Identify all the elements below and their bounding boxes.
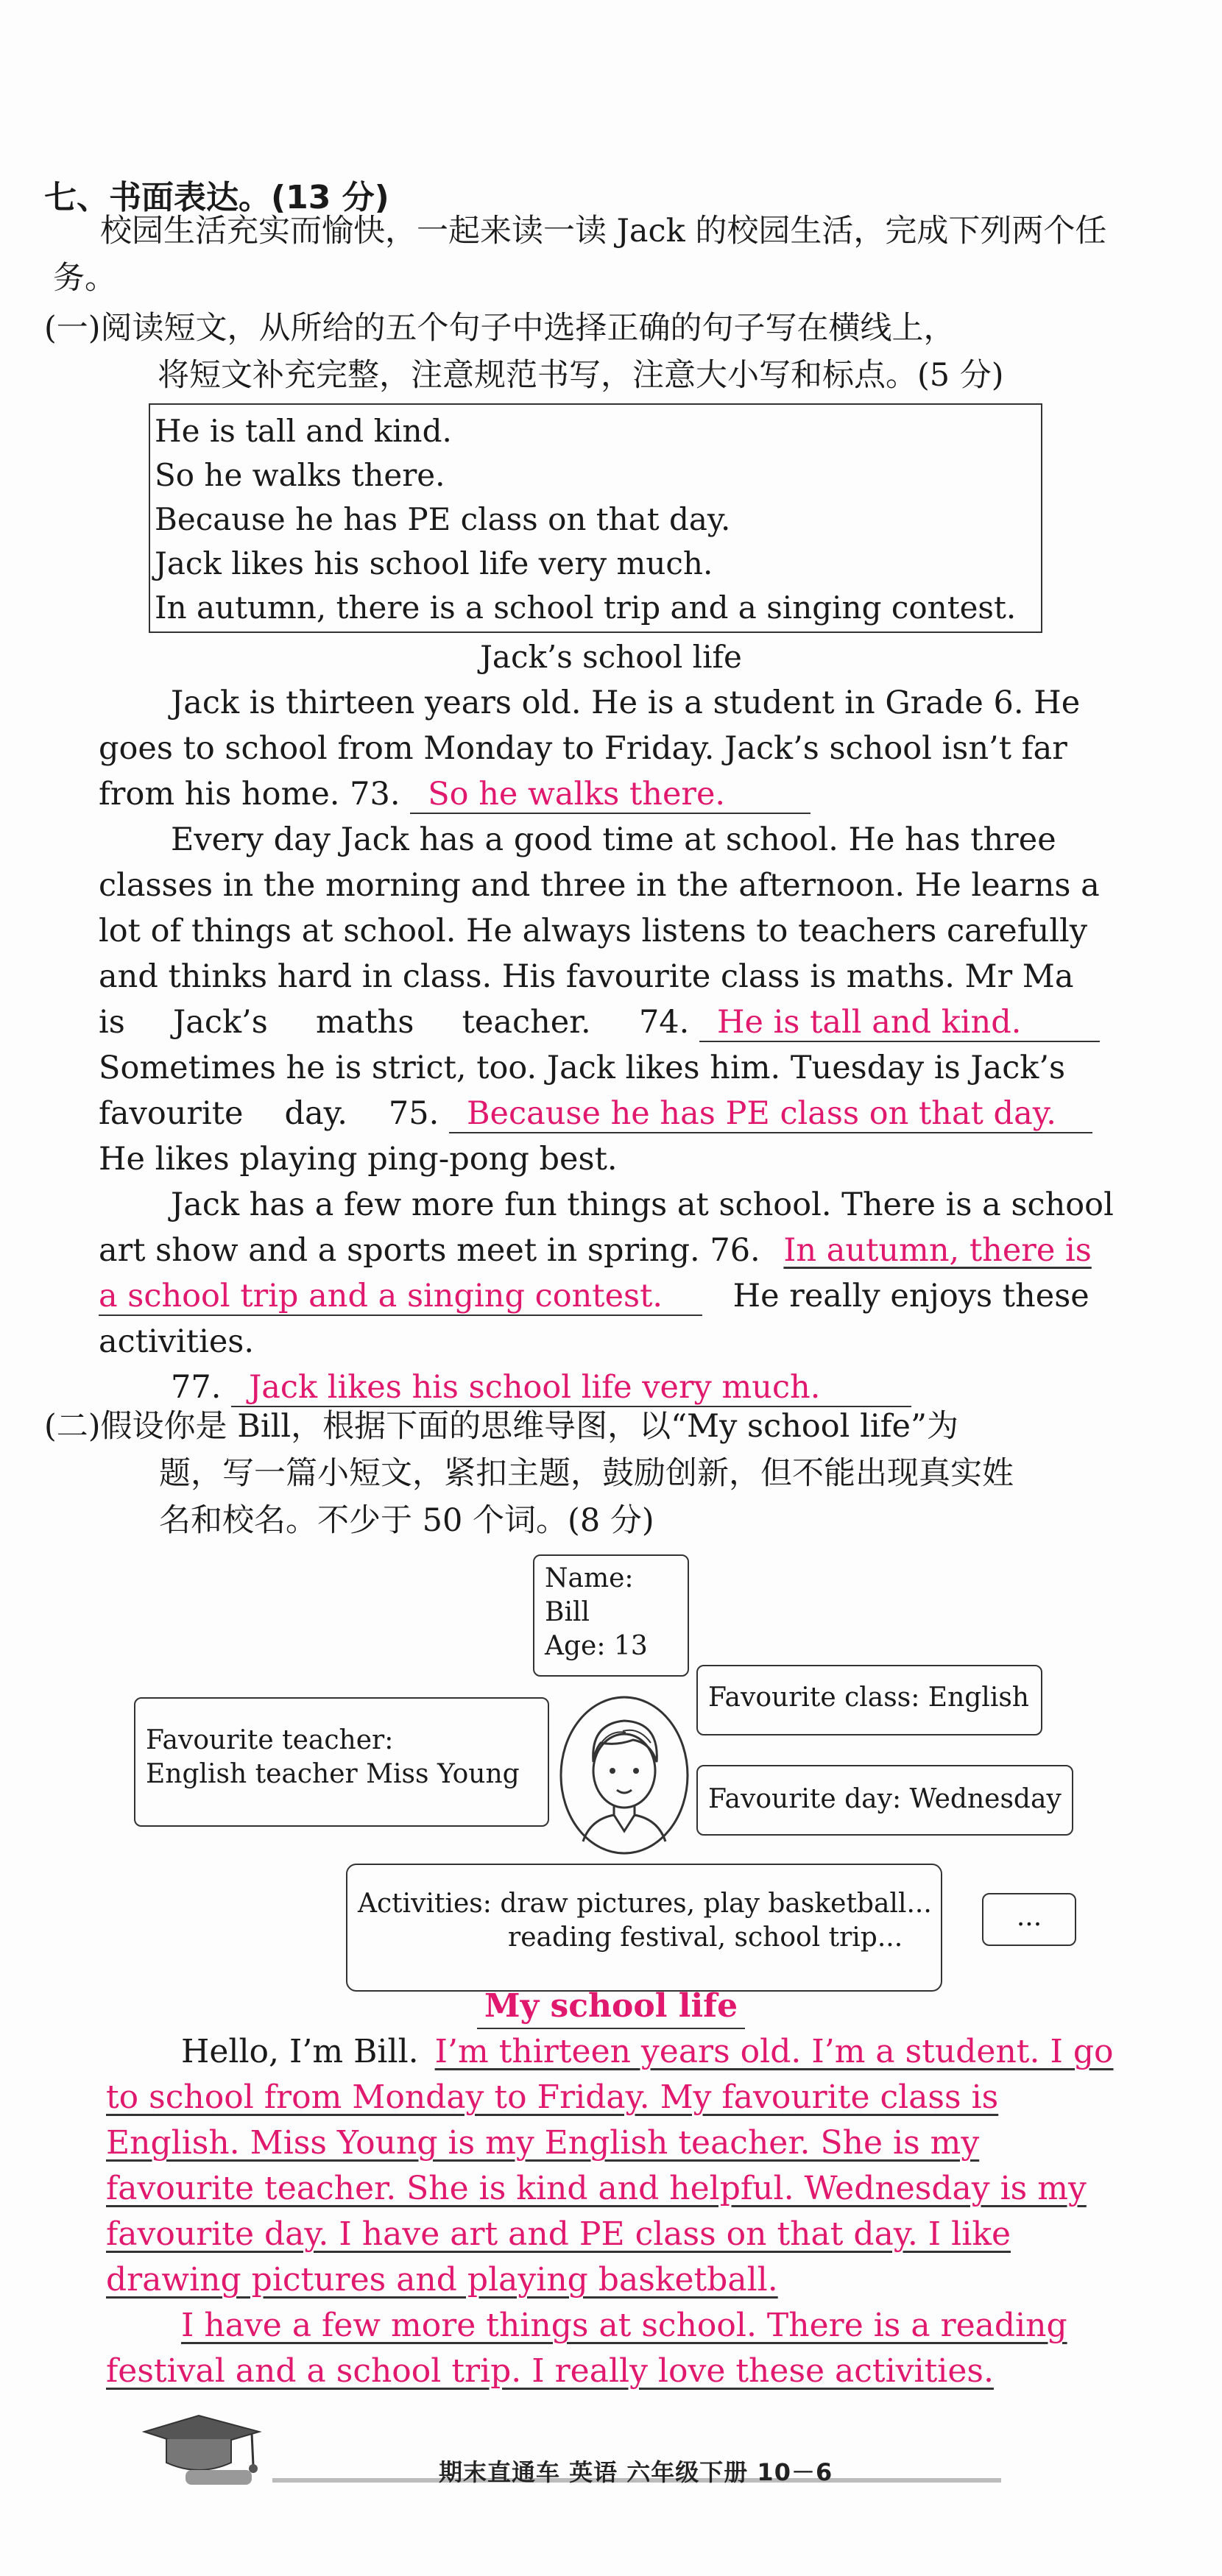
essay-line: festival and a school trip. I really love these activities. — [106, 2352, 994, 2390]
passage-line: goes to school from Monday to Friday. Jack’s school isn’t far — [99, 730, 1067, 767]
passage-line: Jack has a few more fun things at school. There is a school — [171, 1186, 1114, 1223]
blank-number-74: 74. — [638, 1004, 690, 1041]
mindmap-day-box — [696, 1765, 1073, 1836]
answer-76-part2: a school trip and a singing contest. — [99, 1278, 663, 1314]
essay-line: to school from Monday to Friday. My favourite class is — [106, 2078, 999, 2116]
passage-line: Jack is thirteen years old. He is a student in Grade 6. He — [171, 684, 1081, 721]
task2-line3: 名和校名。不少于 50 个词。(8 分) — [159, 1502, 654, 1539]
passage-title: Jack’s school life — [480, 639, 742, 675]
blank-number-76: 76. — [710, 1232, 760, 1269]
option-4: Jack likes his school life very much. — [155, 545, 713, 581]
graduation-cap-icon — [144, 2416, 259, 2485]
mindmap-activities-line2: reading festival, school trip... — [508, 1922, 903, 1953]
mindmap-class-box — [696, 1665, 1042, 1735]
task2-line1: (二)假设你是 Bill，根据下面的思维导图，以“My school life”为 — [44, 1408, 958, 1445]
passage-line: Every day Jack has a good time at school. He has three — [171, 821, 1056, 858]
passage-word: Jack’s — [173, 1004, 268, 1041]
mindmap-more-box — [982, 1893, 1076, 1946]
passage-word: day. — [284, 1095, 347, 1132]
passage-text: from his home. — [99, 776, 340, 813]
answer-76-part1: In autumn, there is — [783, 1232, 1092, 1269]
essay-line: I have a few more things at school. There is a reading — [181, 2307, 1067, 2344]
essay-lead: Hello, I’m Bill. — [181, 2033, 419, 2070]
student-portrait — [558, 1694, 691, 1856]
mindmap-activities-box — [346, 1864, 942, 1992]
mindmap-name: Name: Bill — [545, 1563, 634, 1627]
passage-word: favourite — [99, 1095, 244, 1132]
option-1: He is tall and kind. — [155, 413, 452, 449]
passage-line: and thinks hard in class. His favourite class is maths. Mr Ma — [99, 958, 1074, 995]
passage-line: activities. — [99, 1323, 255, 1360]
essay-line: English. Miss Young is my English teacher. She is my — [106, 2124, 980, 2162]
blank-number-73: 73. — [350, 776, 400, 813]
section-title: 七、书面表达。(13 分) — [44, 179, 389, 216]
option-2: So he walks there. — [155, 457, 445, 493]
passage-word: teacher. — [462, 1004, 591, 1041]
mindmap-teacher-box — [134, 1697, 549, 1827]
passage-word: is — [99, 1004, 125, 1041]
essay-line: favourite teacher. She is kind and helpful. Wednesday is my — [106, 2170, 1087, 2207]
mindmap-teacher-label: Favourite teacher: — [146, 1725, 394, 1755]
mindmap-class: Favourite class: English — [708, 1682, 1029, 1713]
task2-line2: 题，写一篇小短文，紧扣主题，鼓励创新，但不能出现真实姓 — [159, 1455, 1014, 1492]
footer-text: 期末直通车 英语 六年级下册 10－6 — [439, 2458, 833, 2486]
passage-text: art show and a sports meet in spring. — [99, 1232, 700, 1269]
essay-line — [181, 2033, 1114, 2070]
mindmap-teacher-value: English teacher Miss Young — [146, 1759, 520, 1789]
option-3: Because he has PE class on that day. — [155, 501, 731, 537]
mindmap-age: Age: 13 — [545, 1631, 648, 1661]
essay-title-text: My school life — [477, 1987, 745, 2029]
essay-line: drawing pictures and playing basketball. — [106, 2261, 778, 2299]
passage-line: classes in the morning and three in the afternoon. He learns a — [99, 867, 1100, 904]
option-5: In autumn, there is a school trip and a singing contest. — [155, 590, 1017, 626]
passage-line: He likes playing ping-pong best. — [99, 1141, 618, 1178]
mindmap-activities-line1: Activities: draw pictures, play basketball... — [358, 1889, 932, 1919]
blank-number-77: 77. — [171, 1369, 222, 1406]
passage-text: He really enjoys these — [732, 1278, 1089, 1314]
task1-line1: (一)阅读短文，从所给的五个句子中选择正确的句子写在横线上， — [44, 310, 956, 347]
blank-number-75: 75. — [388, 1095, 439, 1132]
answer-75: Because he has PE class on that day. — [466, 1095, 1056, 1132]
mindmap-day: Favourite day: Wednesday — [708, 1784, 1062, 1814]
passage-line: lot of things at school. He always listens to teachers carefully — [99, 913, 1088, 949]
mindmap-name-box — [533, 1554, 689, 1677]
mindmap-more: ... — [1016, 1902, 1042, 1932]
intro-text: 校园生活充实而愉快，一起来读一读 Jack 的校园生活，完成下列两个任务。 — [53, 213, 1107, 297]
essay-text: I’m thirteen years old. I’m a student. I go — [434, 2033, 1114, 2070]
essay-title — [0, 1987, 1222, 2025]
passage-line: Sometimes he is strict, too. Jack likes him. Tuesday is Jack’s — [99, 1050, 1066, 1086]
answer-73: So he walks there. — [428, 776, 726, 813]
essay-line: favourite day. I have art and PE class on that day. I like — [106, 2215, 1011, 2253]
task1-line2: 将短文补充完整，注意规范书写，注意大小写和标点。(5 分) — [158, 357, 1004, 394]
answer-77: Jack likes his school life very much. — [249, 1369, 821, 1406]
answer-74: He is tall and kind. — [717, 1004, 1022, 1041]
passage-word: maths — [315, 1004, 414, 1041]
